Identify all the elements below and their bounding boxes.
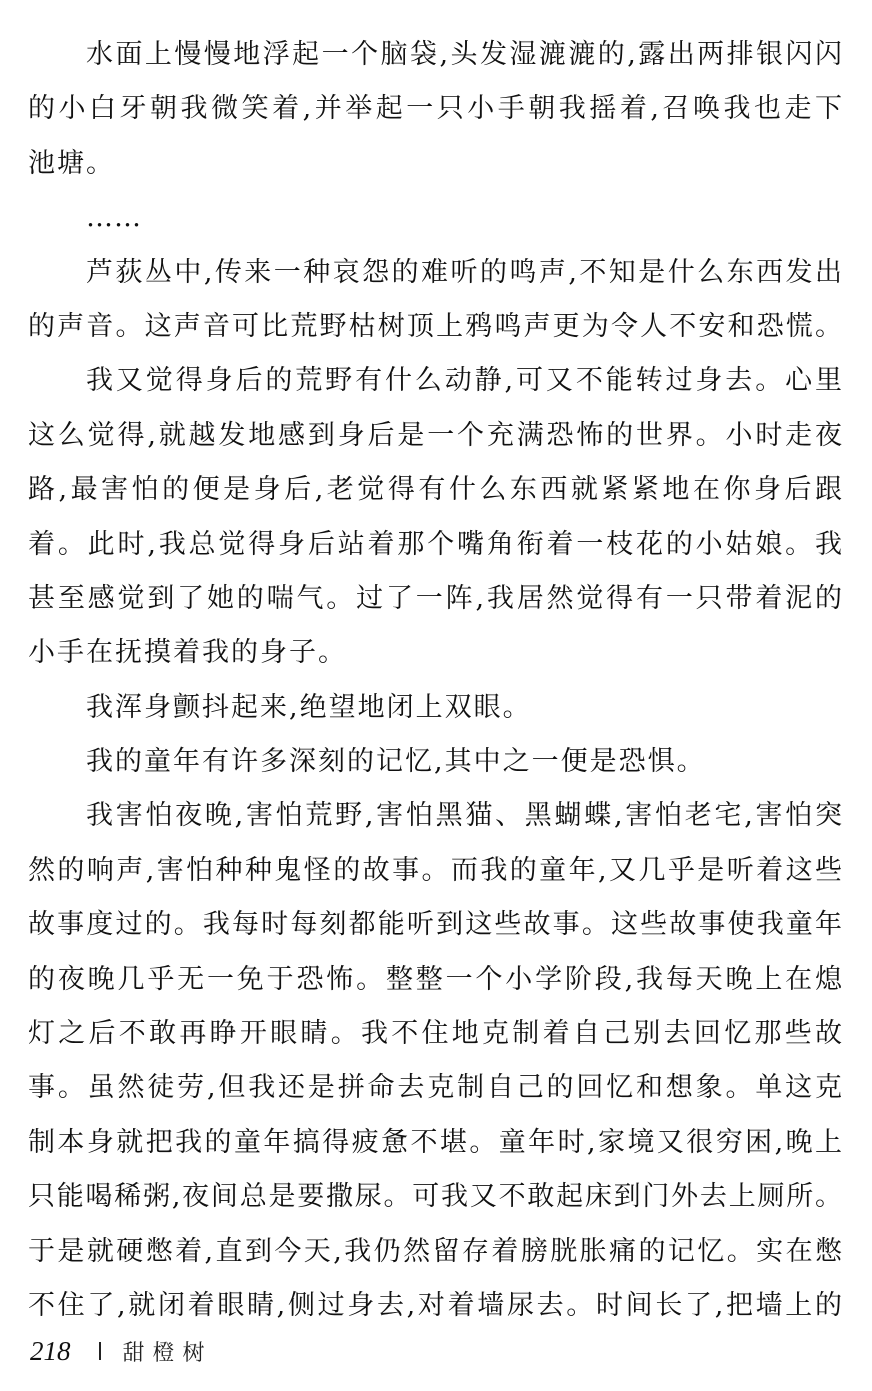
text-line: 我又觉得身后的荒野有什么动静,可又不能转过身去。心里 (86, 365, 842, 397)
ellipsis-line: …… (86, 202, 142, 234)
text-line: 小手在抚摸着我的身子。 (28, 637, 347, 669)
text-line: 不住了,就闭着眼睛,侧过身去,对着墙尿去。时间长了,把墙上的 (28, 1289, 842, 1321)
text-line: 我害怕夜晚,害怕荒野,害怕黑猫、黑蝴蝶,害怕老宅,害怕突 (86, 800, 842, 832)
text-line: 的小白牙朝我微笑着,并举起一只小手朝我摇着,召唤我也走下 (28, 93, 842, 125)
text-line: 的声音。这声音可比荒野枯树顶上鸦鸣声更为令人不安和恐慌。 (28, 310, 842, 342)
text-line: 我浑身颤抖起来,绝望地闭上双眼。 (86, 691, 532, 723)
text-line: 制本身就把我的童年搞得疲惫不堪。童年时,家境又很穷困,晚上 (28, 1126, 842, 1158)
text-line: 路,最害怕的便是身后,老觉得有什么东西就紧紧地在你身后跟 (28, 474, 842, 506)
text-line: 池塘。 (28, 147, 115, 179)
text-line: 于是就硬憋着,直到今天,我仍然留存着膀胱胀痛的记忆。实在憋 (28, 1235, 842, 1267)
text-line: 事。虽然徒劳,但我还是拼命去克制自己的回忆和想象。单这克 (28, 1072, 842, 1104)
text-line: 着。此时,我总觉得身后站着那个嘴角衔着一枝花的小姑娘。我 (28, 528, 842, 560)
page-body-text (28, 28, 842, 1333)
text-line: 甚至感觉到了她的喘气。过了一阵,我居然觉得有一只带着泥的 (28, 582, 842, 614)
text-line: 灯之后不敢再睁开眼睛。我不住地克制着自己别去回忆那些故 (28, 1018, 842, 1050)
footer-divider (99, 1342, 101, 1360)
text-line: 故事度过的。我每时每刻都能听到这些故事。这些故事使我童年 (28, 909, 842, 941)
text-line: 水面上慢慢地浮起一个脑袋,头发湿漉漉的,露出两排银闪闪 (86, 39, 842, 70)
text-line: 我的童年有许多深刻的记忆,其中之一便是恐惧。 (86, 746, 706, 778)
text-line: 这么觉得,就越发地感到身后是一个充满恐怖的世界。小时走夜 (28, 419, 842, 451)
text-line: 然的响声,害怕种种鬼怪的故事。而我的童年,又几乎是听着这些 (28, 854, 842, 886)
text-line: 芦荻丛中,传来一种哀怨的难听的鸣声,不知是什么东西发出 (86, 256, 842, 288)
book-title: 甜橙树 (122, 1340, 213, 1366)
text-line: 的夜晚几乎无一免于恐怖。整整一个小学阶段,我每天晚上在熄 (28, 963, 842, 995)
text-line: 只能喝稀粥,夜间总是要撒尿。可我又不敢起床到门外去上厕所。 (28, 1181, 842, 1213)
page-footer (30, 1333, 213, 1369)
page-number: 218 (30, 1335, 71, 1366)
